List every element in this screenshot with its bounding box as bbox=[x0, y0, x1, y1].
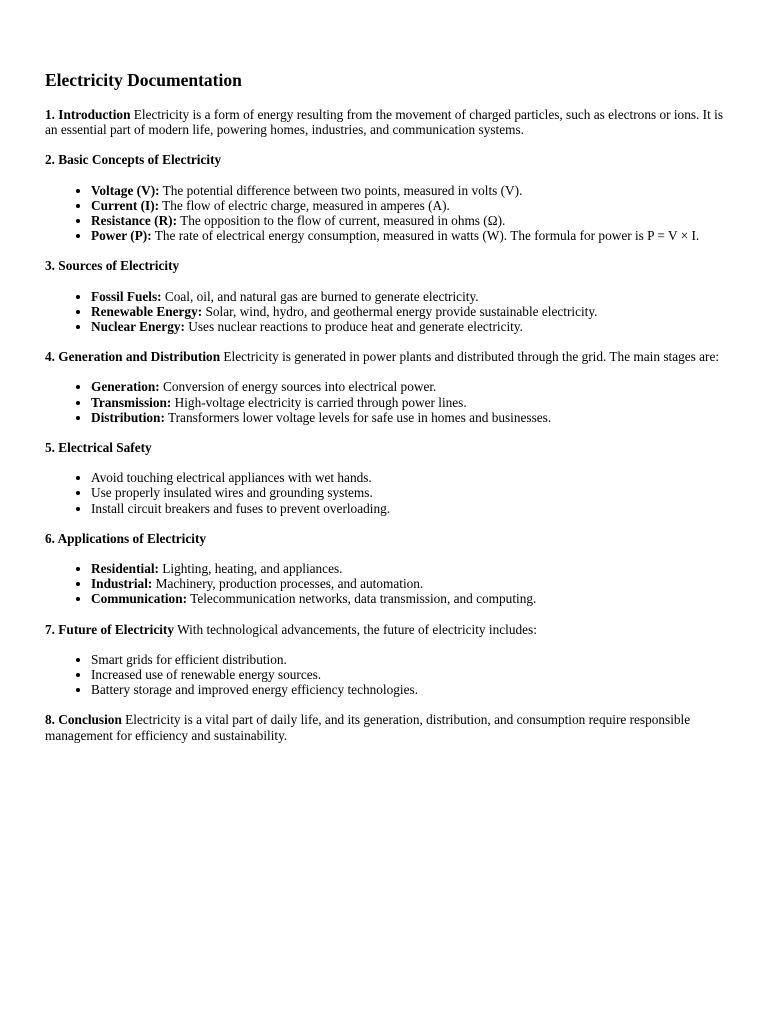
list-item bbox=[91, 591, 724, 606]
list-item-text: Coal, oil, and natural gas are burned to generate electricity. bbox=[161, 288, 479, 304]
list-item-text: Uses nuclear reactions to produce heat and generate electricity. bbox=[184, 319, 523, 335]
section-text: Electricity is a form of energy resulting from the movement of charged particles, such as electrons or ions. It is an essential part of modern life, powering homes, industries, and communication systems. bbox=[45, 107, 723, 138]
list-item bbox=[91, 213, 724, 228]
list-item bbox=[91, 410, 724, 425]
section-generation-distribution bbox=[45, 349, 724, 364]
list-item-text: The potential difference between two points, measured in volts (V). bbox=[159, 182, 523, 198]
section-heading: 1. Introduction bbox=[45, 107, 131, 122]
list-item bbox=[91, 183, 724, 198]
list-item-term: Voltage (V): bbox=[91, 182, 160, 198]
section-text: Electricity is generated in power plants and distributed through the grid. The main stages are: bbox=[220, 349, 720, 365]
section-heading: 4. Generation and Distribution bbox=[45, 349, 221, 365]
section-basic-concepts bbox=[45, 152, 724, 167]
section-heading: 3. Sources of Electricity bbox=[45, 258, 180, 274]
section-heading: 6. Applications of Electricity bbox=[45, 530, 207, 546]
section-heading: 8. Conclusion bbox=[45, 712, 122, 728]
list-item-text: Machinery, production processes, and automation. bbox=[152, 576, 424, 592]
list-item bbox=[91, 228, 724, 243]
list-item: • Use properly insulated wires and grounding systems. bbox=[91, 485, 724, 500]
section-text: Electricity is a vital part of daily life, and its generation, distribution, and consumption require responsible management for efficiency and sustainability. bbox=[45, 712, 691, 743]
section-heading: 2. Basic Concepts of Electricity bbox=[45, 152, 222, 168]
list-item-term: Transmission: bbox=[91, 394, 172, 410]
safety-list bbox=[45, 470, 724, 516]
list-item: • Smart grids for efficient distribution. bbox=[91, 652, 724, 667]
list-item bbox=[91, 561, 724, 576]
section-sources bbox=[45, 258, 724, 273]
list-item-text: Transformers lower voltage levels for safe use in homes and businesses. bbox=[164, 409, 552, 425]
list-item-text: Telecommunication networks, data transmission, and computing. bbox=[187, 591, 537, 607]
list-item bbox=[91, 395, 724, 410]
document-title: Electricity Documentation bbox=[45, 70, 242, 90]
future-list bbox=[45, 652, 724, 698]
list-item-term: Resistance (R): bbox=[91, 213, 178, 229]
list-item: • Battery storage and improved energy efficiency technologies. bbox=[91, 682, 724, 697]
list-item-term: Communication: bbox=[91, 591, 188, 607]
list-item-term: Power (P): bbox=[91, 228, 152, 244]
section-conclusion bbox=[45, 712, 724, 742]
section-text: With technological advancements, the future of electricity includes: bbox=[174, 621, 537, 637]
section-heading: 5. Electrical Safety bbox=[45, 440, 152, 456]
generation-stages-list bbox=[45, 379, 724, 425]
sources-list bbox=[45, 289, 724, 335]
list-item-term: Distribution: bbox=[91, 409, 165, 425]
list-item: • Install circuit breakers and fuses to prevent overloading. bbox=[91, 501, 724, 516]
applications-list bbox=[45, 561, 724, 607]
section-heading: 7. Future of Electricity bbox=[45, 621, 174, 637]
list-item bbox=[91, 198, 724, 213]
list-item-text: Solar, wind, hydro, and geothermal energy provide sustainable electricity. bbox=[202, 303, 598, 319]
basic-concepts-list bbox=[45, 183, 724, 244]
list-item bbox=[91, 304, 724, 319]
list-item-term: Nuclear Energy: bbox=[91, 319, 185, 335]
list-item-term: Renewable Energy: bbox=[91, 303, 203, 319]
list-item-text: Lighting, heating, and appliances. bbox=[158, 561, 343, 577]
list-item: • Avoid touching electrical appliances with wet hands. bbox=[91, 470, 724, 485]
list-item bbox=[91, 319, 724, 334]
list-item-text: Conversion of energy sources into electrical power. bbox=[159, 379, 437, 395]
list-item-text: High-voltage electricity is carried through power lines. bbox=[171, 394, 467, 410]
list-item-term: Industrial: bbox=[91, 576, 153, 592]
list-item bbox=[91, 576, 724, 591]
section-future bbox=[45, 622, 724, 637]
section-safety bbox=[45, 440, 724, 455]
list-item bbox=[91, 289, 724, 304]
list-item-term: Generation: bbox=[91, 379, 160, 395]
list-item-term: Current (I): bbox=[91, 197, 160, 213]
list-item bbox=[91, 379, 724, 394]
list-item-term: Fossil Fuels: bbox=[91, 288, 162, 304]
list-item: • Increased use of renewable energy sources. bbox=[91, 667, 724, 682]
list-item-text: The rate of electrical energy consumption, measured in watts (W). The formula for power is P = V × I. bbox=[151, 228, 700, 244]
section-applications bbox=[45, 531, 724, 546]
list-item-text: The opposition to the flow of current, measured in ohms (Ω). bbox=[177, 213, 506, 229]
list-item-text: The flow of electric charge, measured in amperes (A). bbox=[159, 197, 450, 213]
list-item-term: Residential: bbox=[91, 561, 159, 577]
section-introduction bbox=[45, 107, 724, 137]
